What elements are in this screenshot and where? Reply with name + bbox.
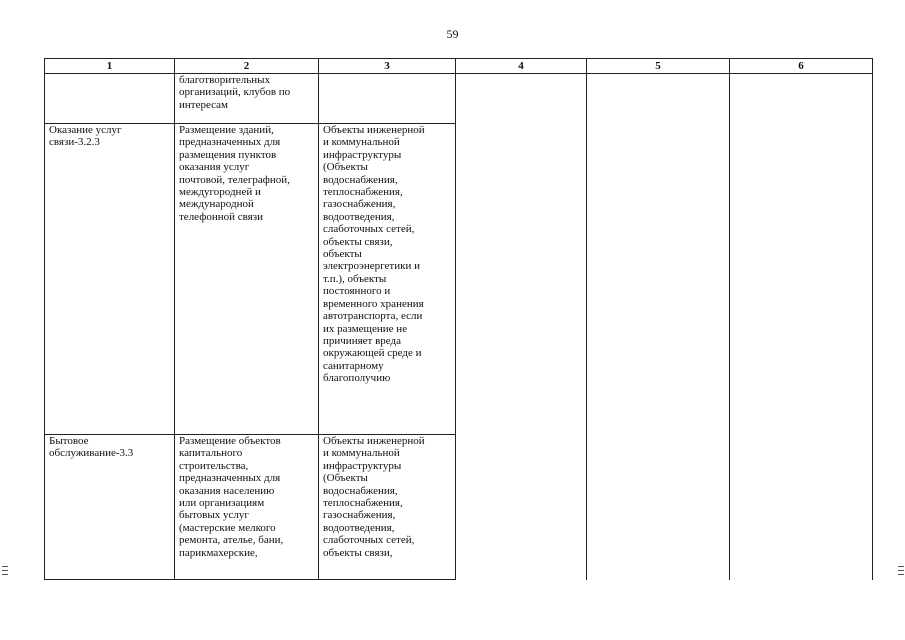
column-header-2: 2: [175, 59, 319, 74]
left-margin-mark: [2, 566, 8, 578]
table-cell-use-type: [45, 124, 175, 435]
column-header-4: 4: [456, 59, 587, 74]
column-header-6: 6: [730, 59, 873, 74]
table-cell-col5: [587, 74, 730, 580]
cell-text: Размещение объектов капитального строительства, предназначенных для оказания населению или организациям бытовых услуг (мастерские мелкого ремонта, ателье, бани, парикмахерские,: [179, 435, 284, 559]
cell-text: Объекты инженерной и коммунальной инфраструктуры (Объекты водоснабжения, теплоснабжения, газоснабжения, водоотведения, слаботочных сетей, объекты связи, объекты электроэнергетики и т.п.), объекты постоянного и временного хранения автотранспорта, если их размещение не причиняет вреда окружающей среде и санитарному благополучию: [323, 124, 425, 385]
table-cell-description: [175, 435, 319, 580]
table-header-row: [45, 59, 873, 74]
cell-text: Бытовое обслуживание-3.3: [49, 435, 134, 460]
table-cell-auxiliary: [319, 124, 456, 435]
table-cell-auxiliary: [319, 435, 456, 580]
table-cell-use-type: [45, 74, 175, 124]
table-cell-col6: [730, 74, 873, 580]
table-cell-col4: [456, 74, 587, 580]
cell-text: Оказание услуг связи-3.2.3: [49, 124, 122, 149]
table-cell-auxiliary: [319, 74, 456, 124]
table-cell-use-type: [45, 435, 175, 580]
right-margin-mark: [898, 566, 904, 578]
table-cell-description: [175, 74, 319, 124]
table-row: [45, 74, 873, 124]
cell-text: благотворительных организаций, клубов по интересам: [179, 74, 291, 111]
page-number: 59: [446, 27, 459, 41]
table-cell-description: [175, 124, 319, 435]
cell-text: Объекты инженерной и коммунальной инфраструктуры (Объекты водоснабжения, теплоснабжения, газоснабжения, водоотведения, слаботочных сетей, объекты связи,: [323, 435, 425, 559]
column-header-3: 3: [319, 59, 456, 74]
cell-text: Размещение зданий, предназначенных для размещения пунктов оказания услуг почтовой, телеграфной, междугородней и международной телефонной связи: [179, 124, 290, 223]
column-header-1: 1: [45, 59, 175, 74]
land-use-table: [44, 58, 873, 580]
column-header-5: 5: [587, 59, 730, 74]
